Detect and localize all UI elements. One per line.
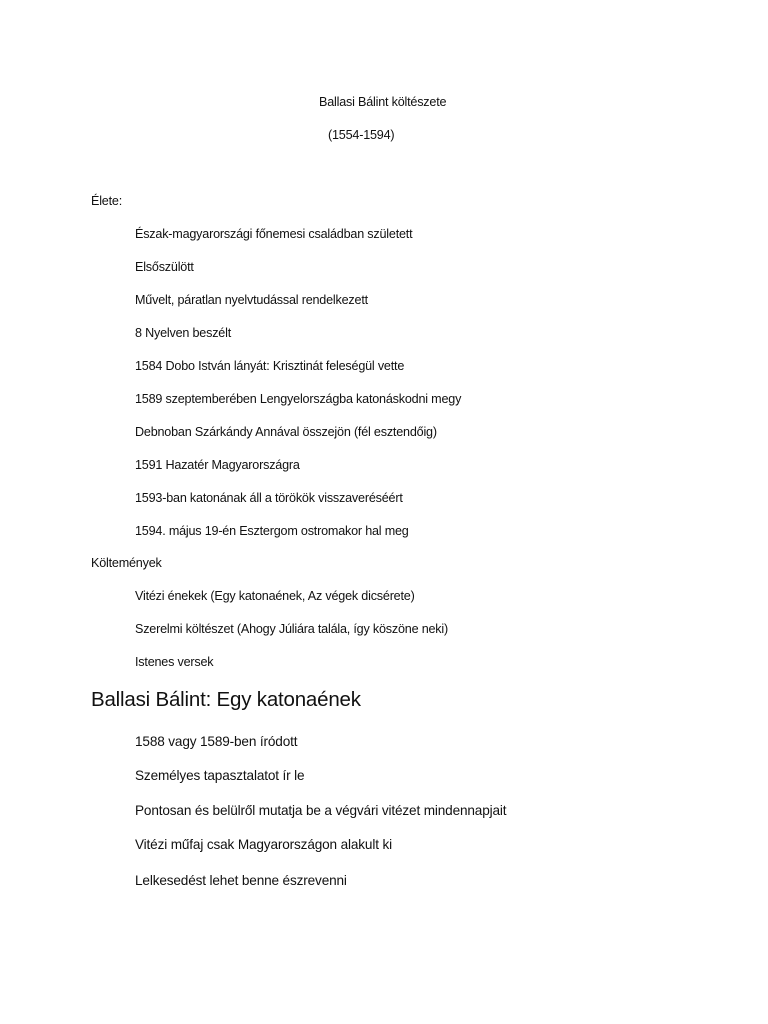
poem-note: 1588 vagy 1589-ben íródott — [135, 734, 298, 749]
life-item: 1593-ban katonának áll a törökök visszaveréséért — [135, 491, 403, 505]
life-item: 8 Nyelven beszélt — [135, 326, 232, 340]
poems-item: Szerelmi költészet (Ahogy Júliára talála, így köszöne neki) — [135, 622, 448, 636]
life-item: 1584 Dobo István lányát: Krisztinát feleségül vette — [135, 359, 405, 373]
poems-item: Vitézi énekek (Egy katonaének, Az végek dicsérete) — [135, 589, 415, 603]
life-item: Művelt, páratlan nyelvtudással rendelkezett — [135, 293, 368, 307]
section-heading: Ballasi Bálint: Egy katonaének — [91, 688, 361, 711]
poems-item: Istenes versek — [135, 655, 214, 669]
life-item: 1589 szeptemberében Lengyelországba katonáskodni megy — [135, 392, 462, 406]
life-item: 1591 Hazatér Magyarországra — [135, 458, 300, 472]
document-dates: (1554-1594) — [328, 128, 395, 142]
poems-heading: Költemények — [91, 556, 162, 570]
life-item: 1594. május 19-én Esztergom ostromakor hal meg — [135, 524, 409, 538]
life-item: Elsőszülött — [135, 260, 194, 274]
poem-note: Vitézi műfaj csak Magyarországon alakult ki — [135, 837, 392, 852]
poem-note: Lelkesedést lehet benne észrevenni — [135, 873, 347, 888]
life-item: Debnoban Szárkándy Annával összejön (fél esztendőig) — [135, 425, 437, 439]
poem-note: Pontosan és belülről mutatja be a végvári vitézet mindennapjait — [135, 803, 507, 818]
poem-note: Személyes tapasztalatot ír le — [135, 768, 305, 783]
document-title: Ballasi Bálint költészete — [319, 95, 447, 109]
life-item: Észak-magyarországi főnemesi családban született — [135, 227, 413, 241]
life-heading: Élete: — [91, 194, 123, 208]
